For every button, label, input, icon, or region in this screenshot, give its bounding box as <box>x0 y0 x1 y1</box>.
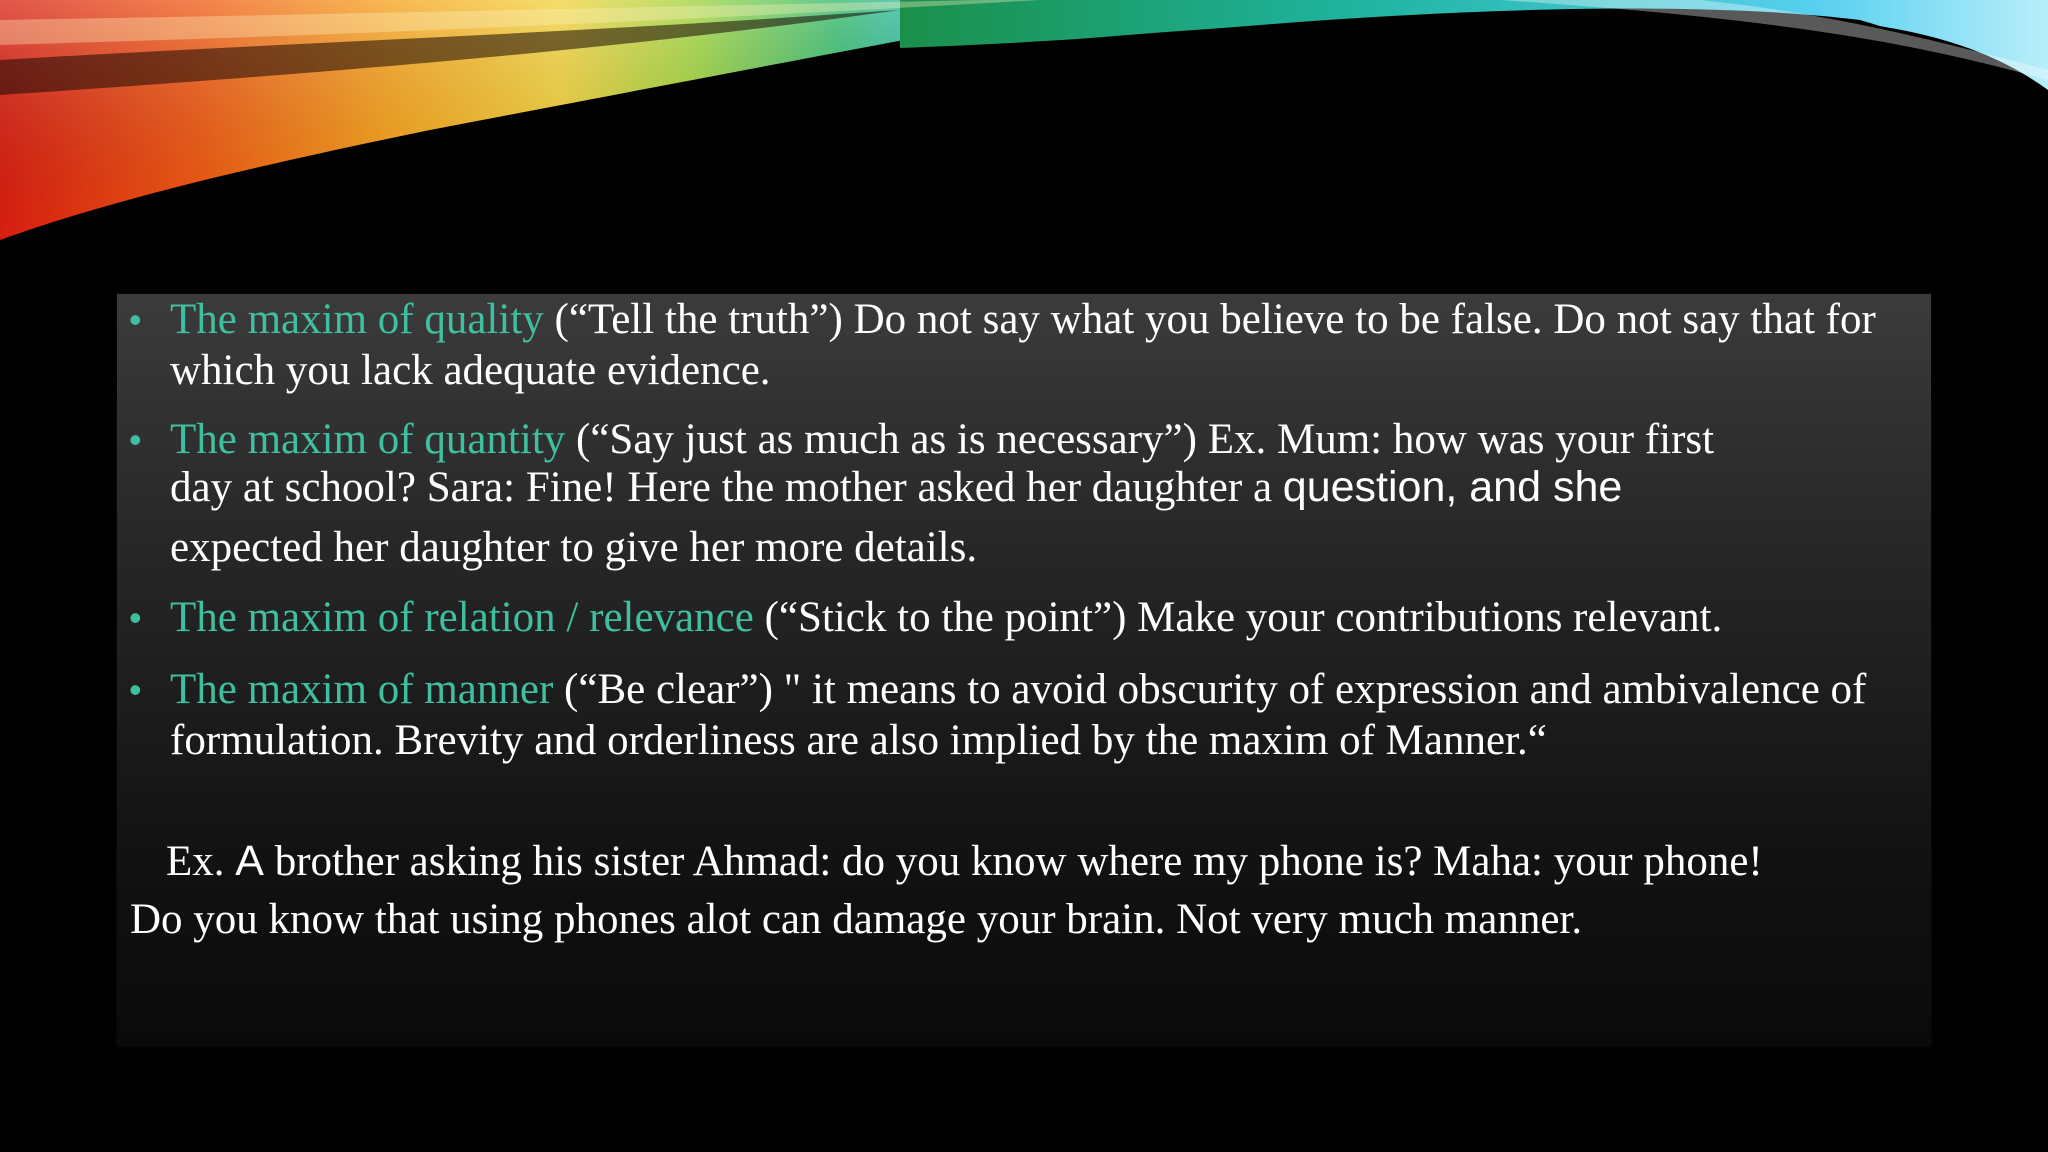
line-2-serif-text: day at school? Sara: Fine! Here the mother asked her daughter a <box>170 464 1283 511</box>
bullet-maxim-manner <box>117 664 1984 766</box>
maxim-term: The maxim of manner <box>170 666 554 713</box>
bullet-maxim-relation <box>117 592 1984 643</box>
maxim-term: The maxim of quantity <box>170 416 566 463</box>
example-line-2: Do you know that using phones alot can damage your brain. Not very much manner. <box>130 896 1583 943</box>
bullet-dot: • <box>129 419 142 460</box>
content-box <box>117 294 1931 1046</box>
maxim-description-line-3: expected her daughter to give her more details. <box>170 524 978 571</box>
example-sans-letter: A <box>235 837 264 885</box>
example-line-1 <box>130 832 1930 891</box>
bullet-dot: • <box>129 669 142 710</box>
maxim-description-line-1: (“Say just as much as is necessary”) Ex. Mum: how was your first <box>565 416 1715 463</box>
bullet-dot: • <box>129 597 142 638</box>
example-prefix: Ex. <box>166 838 236 885</box>
rainbow-ribbon-decoration <box>0 0 2048 260</box>
example-text-1: brother asking his sister Ahmad: do you know where my phone is? Maha: your phone! <box>263 838 1763 885</box>
maxim-description: (“Stick to the point”) Make your contributions relevant. <box>753 594 1723 641</box>
line-2-sans-text: question, and she <box>1282 463 1623 511</box>
bullet-dot: • <box>129 299 142 340</box>
manner-example <box>130 832 1930 949</box>
bullet-maxim-quantity <box>117 414 1984 573</box>
maxim-description: (“Be clear”) " it means to avoid obscurity of expression and ambivalence of formulation. Brevity and orderliness are also implied by the maxim of Manner.“ <box>170 666 1867 764</box>
maxim-term: The maxim of quality <box>170 296 544 343</box>
maxim-description: (“Tell the truth”) Do not say what you believe to be false. Do not say that for which you lack adequate evidence. <box>170 296 1876 394</box>
maxim-description-line-2 <box>170 465 1944 510</box>
bullet-maxim-quality <box>117 294 1984 396</box>
maxim-term: The maxim of relation / relevance <box>170 594 754 641</box>
